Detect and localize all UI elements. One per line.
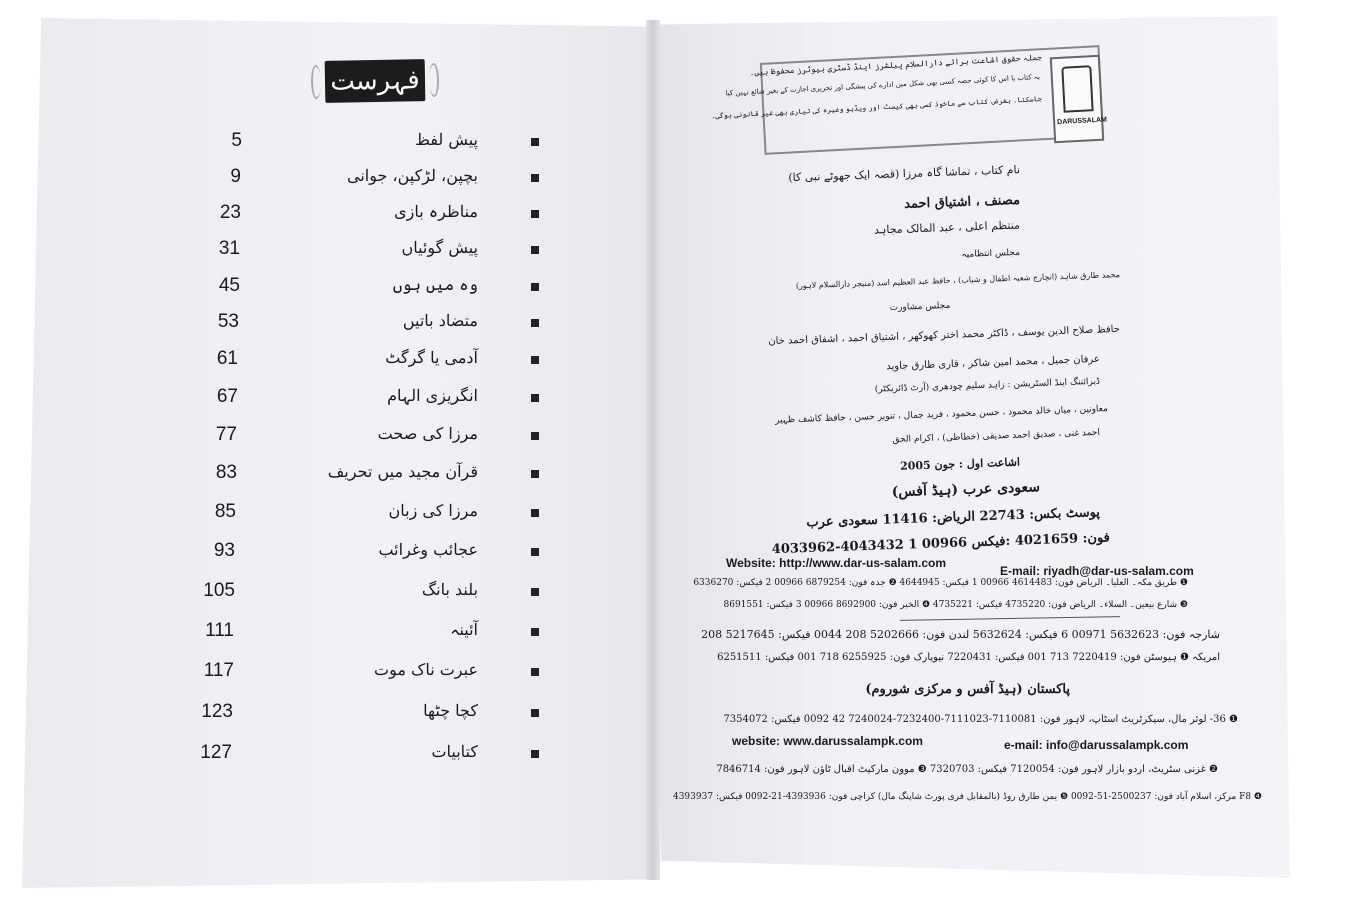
consult-heading: مجلس مشاورت (889, 300, 951, 314)
bullet-icon (531, 750, 539, 758)
toc-entry-title: آدمی یا گرگٹ (385, 348, 478, 367)
toc-entry-title: بلند بانگ (421, 580, 478, 599)
toc-entry (180, 538, 550, 574)
toc-page-number: 117 (203, 660, 234, 681)
right-page (648, 16, 1290, 878)
toc-entry-title: عبرت ناک موت (374, 660, 478, 679)
rights-line-3: جاسکتا۔ بغرض کتاب سے ماخوذ کسی بھی کیسٹ اور ویڈیو وغیرہ کی تیاری بھی غیر قانونی ہوگی۔ (711, 94, 1043, 121)
toc-entry-title: آئینہ (450, 620, 478, 639)
bullet-icon (531, 246, 539, 254)
toc-page-number: 93 (213, 540, 235, 561)
edition: اشاعت اول : جون 2005 (899, 455, 1021, 473)
toc-entry (180, 309, 550, 345)
toc-entry (180, 273, 550, 309)
toc-page-number: 23 (219, 202, 241, 223)
toc-entry-title: بچپن، لڑکپن، جوانی (346, 166, 478, 185)
sharjah-london-line: شارجہ فون: 5632623 00971 6 فیکس: 5632624 لندن فون: 5202666 208 0044 فیکس: 5217645 208 (701, 628, 1220, 641)
pakistan-line-2: ❷ غزنی سٹریٹ، اردو بازار لاہور فون: 7120054 فیکس: 7320703 ❸ موون مارکیٹ اقبال ٹاؤن لاہور فون: 7846714 (716, 764, 1218, 775)
toc-entry (180, 460, 550, 496)
toc-page-number: 5 (231, 130, 242, 151)
board-line: محمد طارق شاہد (انچارج شعبہ اطفال و شباب) ، حافظ عبد العظیم اسد (منیجر دارالسلام لاہور) (795, 270, 1121, 291)
board-heading: مجلس انتظامیہ (961, 247, 1021, 260)
bullet-icon (531, 709, 539, 717)
book-spine (646, 20, 660, 880)
po-box: پوسٹ بکس: 22743 الریاض: 11416 سعودی عرب (806, 505, 1101, 531)
toc-entry (180, 740, 550, 776)
bullet-icon (531, 394, 539, 402)
toc-entry (180, 578, 550, 614)
toc-page-number: 77 (215, 424, 237, 445)
website-pakistan: website: www.darussalampk.com (732, 734, 923, 748)
toc-page-number: 53 (217, 311, 239, 332)
toc-page-number: 45 (218, 275, 240, 296)
pakistan-line-1: ❶ 36- لوئر مال، سیکرٹریٹ اسٹاپ، لاہور فون: 7110081-7111023-7232400-7240024 42 0092 فیکس: 7354072 (723, 714, 1238, 725)
toc-entry-title: وہ میں ہوں (392, 275, 478, 294)
toc-page-number: 31 (218, 238, 240, 259)
toc-entry (180, 422, 550, 458)
bullet-icon (531, 548, 539, 556)
pakistan-heading: پاکستان (ہیڈ آفس و مرکزی شوروم) (865, 682, 1070, 697)
consult-line-1: حافظ صلاح الدین یوسف ، ڈاکٹر محمد اختر کھوکھر ، اشتیاق احمد ، اشفاق احمد خان (768, 323, 1121, 348)
toc-page-number: 127 (200, 742, 232, 763)
toc-entry (180, 384, 550, 420)
toc-entry-title: مرزا کی صحت (377, 424, 478, 443)
toc-entry (180, 164, 550, 200)
toc-entry (180, 128, 550, 164)
bullet-icon (531, 319, 539, 327)
bullet-icon (531, 588, 539, 596)
bullet-icon (531, 509, 539, 517)
website-saudi: Website: http://www.dar-us-salam.com (726, 556, 947, 570)
toc-entry-title: مناظرہ بازی (394, 202, 478, 221)
toc-entry (180, 699, 550, 735)
rights-line-2: یہ کتاب یا اس کا کوئی حصہ کسی بھی شکل میں ادارے کی پیشگی اور تحریری اجازت کے بغیر شائع نہیں کیا (725, 72, 1041, 98)
toc-entry (180, 236, 550, 272)
author: مصنف ، اشتیاق احمد (903, 192, 1021, 212)
bullet-icon (531, 356, 539, 364)
manager: منتظم اعلی ، عبد المالک مجاہد (873, 218, 1021, 237)
rights-line-1: جملہ حقوق اشاعت برائے دارالسلام پبلشرز اینڈ ڈسٹری بیوٹرز محفوظ ہیں۔ (749, 52, 1043, 78)
toc-entry (180, 200, 550, 236)
toc-entry (180, 499, 550, 535)
bullet-icon (531, 628, 539, 636)
bullet-icon (531, 138, 539, 146)
toc-page-number: 123 (201, 701, 233, 722)
bullet-icon (531, 174, 539, 182)
book-name: نام کتاب ، تماشا گاہ مرزا (قصہ ایک جھوٹے نبی کا) (788, 163, 1021, 185)
toc-entry-title: پیش گوئیاں (401, 238, 478, 257)
toc-page-number: 61 (216, 348, 238, 369)
toc-page-number: 83 (215, 462, 237, 483)
toc-page-number: 9 (230, 166, 241, 187)
toc-entry-title: کچا چٹھا (423, 701, 478, 720)
toc-page-number: 111 (205, 620, 234, 641)
toc-entry-title: عجائب وغرائب (378, 540, 478, 559)
pakistan-line-3: ❹ F8 مرکز، اسلام آباد فون: 2500237-51-0092 ❺ یمن طارق روڈ (بالمقابل فری پورٹ شاپنگ مال) کراچی فون: 4393936-21-0092 فیکس: 4393937 (672, 792, 1262, 802)
toc-entry-title: مرزا کی زبان (388, 501, 478, 520)
bullet-icon (531, 668, 539, 676)
toc-entry-title: انگریزی الہام (387, 386, 478, 405)
branch-line-1: ❶ طریق مکہ۔ العلیا۔ الریاض فون: 4614483 00966 1 فیکس: 4644945 ❷ جدہ فون: 6879254 00966 2 فیکس: 6336270 (693, 578, 1188, 588)
america-line: امریکہ ❶ ہیوسٹن فون: 7220419 713 001 فیکس: 7220431 نیویارک فون: 6255925 718 001 فیکس: 6251511 (717, 652, 1220, 663)
toc-title: فہرست (325, 59, 426, 103)
toc-page-number: 67 (216, 386, 238, 407)
bullet-icon (531, 210, 539, 218)
email-saudi: E-mail: riyadh@dar-us-salam.com (1000, 564, 1194, 578)
toc-entry-title: متضاد باتیں (402, 311, 478, 330)
saudi-phone: فون: 4021659 :فیکس 00966 1 4043432-4033962 (771, 530, 1111, 558)
darussalam-logo (1050, 55, 1108, 143)
toc-page-number: 105 (203, 580, 235, 601)
branch-line-2: ❸ شارع بیعین۔ السلاء۔ الریاض فون: 4735220 فیکس: 4735221 ❹ الخبر فون: 8692900 00966 3 فیکس: 8691551 (723, 600, 1188, 610)
toc-entry-title: پیش لفظ (415, 130, 478, 149)
bullet-icon (531, 432, 539, 440)
toc-entry (180, 658, 550, 694)
toc-entry (180, 618, 550, 654)
toc-entry-title: قرآن مجید میں تحریف (327, 462, 478, 481)
book-logo-icon (1061, 65, 1093, 113)
consult-line-2: عرفان جمیل ، محمد امین شاکر ، قاری طارق جاوید (886, 353, 1101, 373)
logo-text: DARUSSALAM (1057, 116, 1108, 127)
design-line: ڈیزائننگ اینڈ السٹریشن : زاہد سلیم چودھری (آرٹ ڈائریکٹر) (874, 376, 1101, 395)
bullet-icon (531, 470, 539, 478)
toc-entry (180, 346, 550, 382)
bullet-icon (531, 283, 539, 291)
email-pakistan: e-mail: info@darussalampk.com (1004, 738, 1189, 752)
helpers-line-1: معاونین ، میاں خالد محمود ، حسن محمود ، فرید جمال ، تنویر حسن ، حافظ کاشف ظہیر (774, 404, 1109, 426)
toc-page-number: 85 (214, 501, 236, 522)
helpers-line-2: احمد غنی ، صدیق احمد صدیقی (خطاطی) ، اکرام الحق (892, 427, 1101, 446)
saudi-heading: سعودی عرب (ہیڈ آفس) (891, 479, 1041, 501)
toc-entry-title: کتابیات (431, 742, 478, 761)
